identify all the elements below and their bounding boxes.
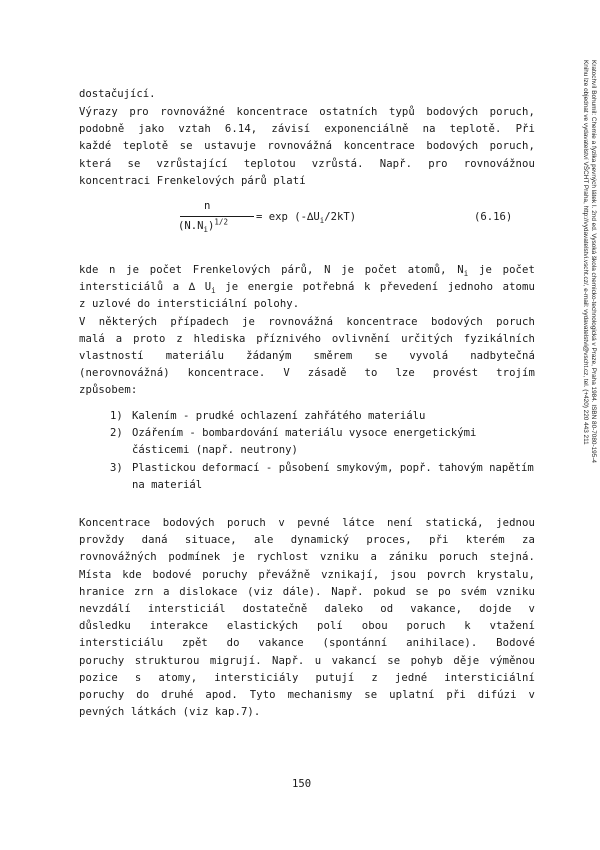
list-item-number: 1)	[110, 410, 123, 422]
text-line: malá a proto z hlediska příznivého ovlivnění určitých fyzikálních	[79, 332, 535, 345]
text-line: důsledku interakce elastických polí obou poruch k vtažení	[79, 620, 535, 633]
side-note-line: Knihu lze objednat ve vydavatelství VŠCHT Praha, http://vydavatelstvi.vscht.cz/, e-mail: vydavatelstvi@vscht.cz, tel. (+420) 220 443 211	[581, 60, 589, 445]
list-item	[110, 425, 535, 459]
text-line: intersticiálu zpět do vakance (spontánní anihilace). Bodové	[79, 637, 535, 650]
text-line: V některých případech je rovnovážná koncentrace bodových poruch	[79, 315, 535, 328]
text-line: způsobem:	[79, 384, 138, 397]
text-line: pozice s atomy, intersticiály putují z jedné intersticiální	[79, 671, 535, 684]
text-line: kde n je počet Frenkelových párů, N je počet atomů, $N_i$ je počet	[79, 264, 535, 279]
text-line: koncentraci Frenkelových párů platí	[79, 174, 306, 187]
text-line: nevzdálí intersticiál dostatečně daleko od vakance, dojde v	[79, 603, 535, 616]
text-line: vlastností materiálu žádaným směrem se vyvolá nadbytečná	[79, 350, 535, 363]
equation-number: (6.16)	[474, 211, 513, 223]
methods-list	[110, 408, 535, 494]
list-item	[110, 460, 535, 494]
formula-denominator: $(N.N_i)^{1/2}$	[178, 217, 228, 235]
side-note-text	[580, 60, 597, 580]
text-line: Koncentrace bodových poruch v pevné látce není statická, jednou	[79, 517, 535, 529]
continuation-line: dostačující.	[79, 88, 156, 100]
list-item-text: Kalením - prudké ochlazení zahřátého materiálu	[132, 410, 426, 422]
text-line: která se vzrůstající teplotou vzrůstá. Např. pro rovnovážnou	[79, 157, 535, 170]
text-line: pevných látkách (viz kap.7).	[79, 706, 261, 719]
list-item	[110, 408, 535, 425]
paragraph-equilibrium-concentration	[79, 104, 535, 190]
text-line: rovnovážných podmínek je rychlost vzniku a zániku poruch stejná.	[79, 551, 535, 564]
paragraph-frenkel-definitions	[79, 262, 535, 400]
formula-numerator: n	[204, 200, 211, 212]
list-item-text: Ozářením - bombardování materiálu vysoce energetickými částicemi (např. neutrony)	[132, 427, 477, 457]
list-item-number: 3)	[110, 461, 123, 474]
text-line: každé teplotě se ustavuje rovnovážná koncentrace bodových poruch,	[79, 140, 535, 153]
text-line: intersticiálů a ∆ $U_i$ je energie potřebná k převedení jednoho atomu	[79, 281, 535, 296]
text-line: poruchy strukturou migrují. Např. u vakancí se pohyb děje výměnou	[79, 654, 535, 667]
equation-6-16	[178, 200, 518, 246]
text-line: Místa kde bodové poruchy převážně vznikají, jsou povrch krystalu,	[79, 568, 535, 581]
side-note-line: Kratochvíl Bohumil: Chemie a fyzika pevných látek I. 2nd ed. Vysoká škola chemicko-technologická v Praze, Praha 1984. ISBN 80-7080-195-4	[590, 60, 597, 463]
paragraph-dynamic-process	[79, 515, 535, 721]
text-line: Výrazy pro rovnovážné koncentrace ostatních typů bodových poruch,	[79, 106, 535, 118]
copyright-side-note	[571, 60, 597, 580]
text-line: poruchy do druhé apod. Tyto mechanismy se uplatní při difúzi v	[79, 689, 535, 702]
list-item-number: 2)	[110, 427, 123, 440]
formula-right-side: = $\exp (-\Delta U_i/2kT)$	[256, 211, 357, 226]
list-item-text: Plastickou deformací - působení smykovým, popř. tahovým napětím na materiál	[132, 461, 534, 491]
page-number: 150	[292, 778, 312, 790]
text-line: podobně jako vztah 6.14, závisí exponenciálně na teplotě. Při	[79, 123, 535, 136]
text-line: z uzlové do intersticiální polohy.	[79, 298, 300, 311]
text-line: provždy daná situace, ale dynamický proces, při kterém za	[79, 534, 535, 547]
text-line: (nerovnovážná) koncentrace. V zásadě to lze provést trojím	[79, 367, 535, 380]
text-line: hranice zrn a dislokace (viz dále). Např. pokud se po svém vzniku	[79, 585, 535, 598]
